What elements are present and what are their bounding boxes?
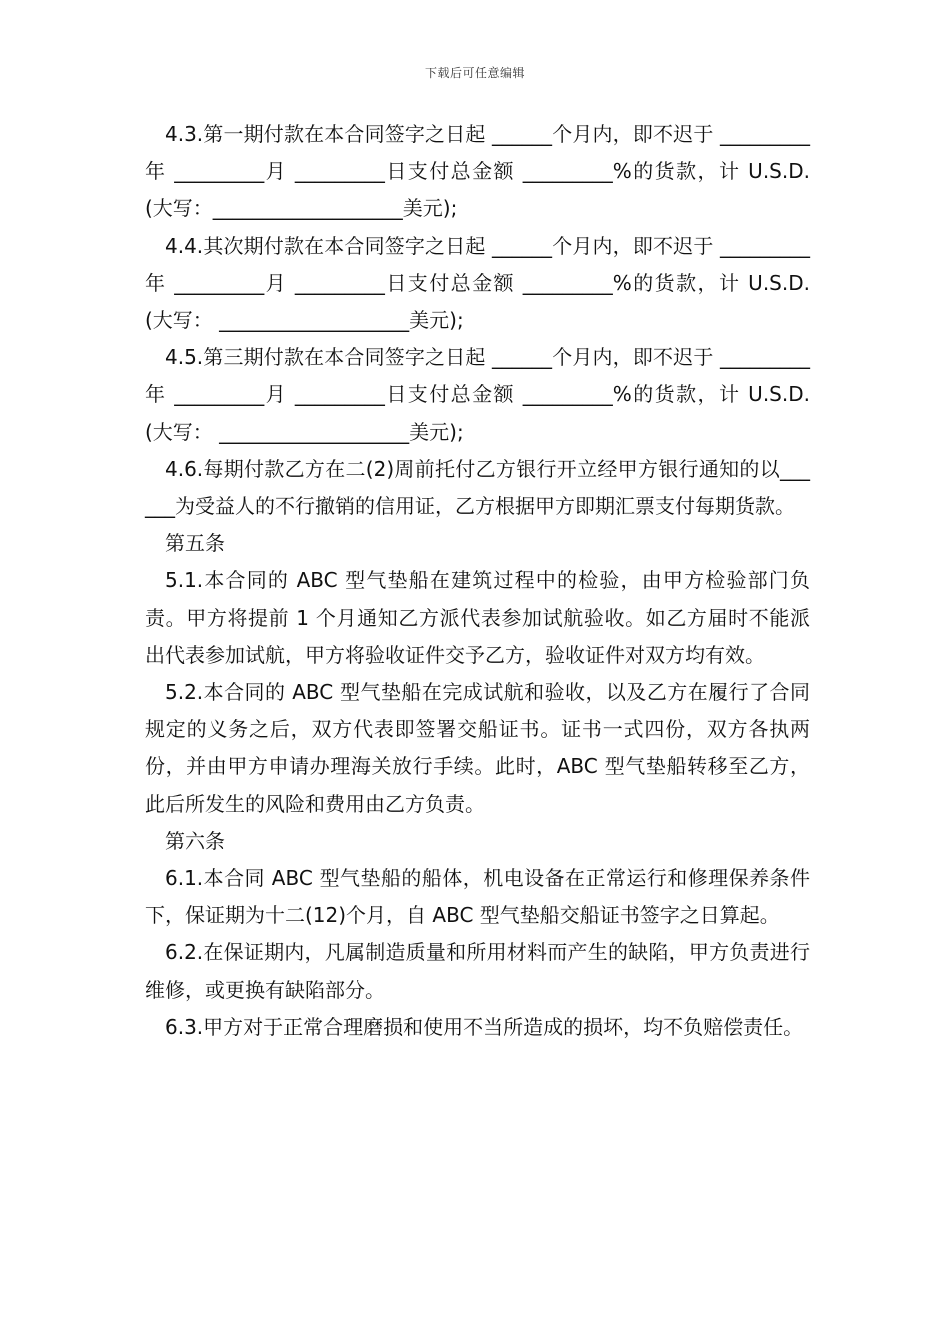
clause-4-4: 4.4.其次期付款在本合同签字之日起 ______个月内，即不迟于 _________年 _________月 _________日支付总金额 _________%的货款，计 U.S.D. (大写： ___________________美元); <box>145 233 810 333</box>
clause-4-5: 4.5.第三期付款在本合同签字之日起 ______个月内，即不迟于 _________年 _________月 _________日支付总金额 _________%的货款，计 U.S.D. (大写： ___________________美元); <box>145 345 810 444</box>
document-body <box>145 116 810 1046</box>
clause-6-2: 6.2.在保证期内，凡属制造质量和所用材料而产生的缺陷，甲方负责进行维修，或更换有缺陷部分。 <box>145 940 810 1002</box>
article-5-heading: 第五条 <box>165 531 225 556</box>
clause-4-3: 4.3.第一期付款在本合同签字之日起 ______个月内，即不迟于 _________年 _________月 _________日支付总金额 _________%的货款，计 U.S.D. (大写：___________________美元); <box>145 122 810 221</box>
article-6-heading: 第六条 <box>165 828 225 853</box>
clause-6-1: 6.1.本合同 ABC 型气垫船的船体，机电设备在正常运行和修理保养条件下，保证期为十二(12)个月，自 ABC 型气垫船交船证书签字之日算起。 <box>145 866 810 928</box>
page-header: 下载后可任意编辑 <box>424 66 525 80</box>
clause-5-1: 5.1.本合同的 ABC 型气垫船在建筑过程中的检验，由甲方检验部门负责。甲方将提前 1 个月通知乙方派代表参加试航验收。如乙方届时不能派出代表参加试航，甲方将验收证件交予乙方，验收证件对双方均有效。 <box>145 568 810 667</box>
clause-5-2: 5.2.本合同的 ABC 型气垫船在完成试航和验收，以及乙方在履行了合同规定的义务之后，双方代表即签署交船证书。证书一式四份，双方各执两份，并由甲方申请办理海关放行手续。此时，ABC 型气垫船转移至乙方，此后所发生的风险和费用由乙方负责。 <box>145 680 810 816</box>
clause-6-3: 6.3.甲方对于正常合理磨损和使用不当所造成的损坏，均不负赔偿责任。 <box>165 1014 804 1039</box>
clause-4-6: 4.6.每期付款乙方在二(2)周前托付乙方银行开立经甲方银行通知的以______为受益人的不行撤销的信用证，乙方根据甲方即期汇票支付每期货款。 <box>145 456 810 519</box>
